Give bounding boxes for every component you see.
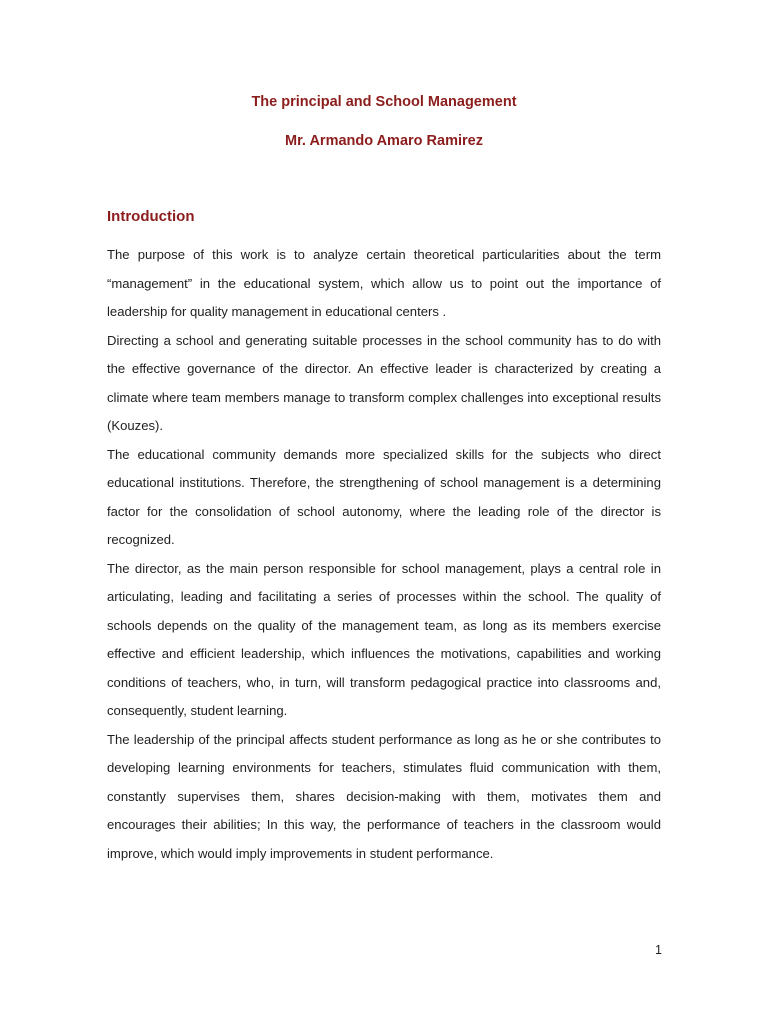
body-text [107,241,661,868]
paragraph: The leadership of the principal affects student performance as long as he or she contributes to developing learning environments for teachers, stimulates fluid communication with them, constantly supervises them, shares decision-making with them, motivates them and encourages their abilities; In this way, the performance of teachers in the classroom would improve, which would imply improvements in student performance. [107,731,661,861]
page-number: 1 [655,943,662,957]
section-heading-introduction: Introduction [107,208,195,225]
paragraph: The purpose of this work is to analyze certain theoretical particularities about the term “management” in the educational system, which allow us to point out the importance of leadership for quality management in educational centers . [107,247,661,319]
document-title: The principal and School Management [251,94,517,110]
document-author: Mr. Armando Amaro Ramirez [285,133,483,149]
paragraph: The director, as the main person responsible for school management, plays a central role in articulating, leading and facilitating a series of processes within the school. The quality of schools depends on the quality of the management team, as long as its members exercise effective and efficient leadership, which influences the motivations, capabilities and working conditions of teachers, who, in turn, will transform pedagogical practice into classrooms and, consequently, student learning. [107,560,661,718]
paragraph: The educational community demands more specialized skills for the subjects who direct educational institutions. Therefore, the strengthening of school management is a determining factor for the consolidation of school autonomy, where the leading role of the director is recognized. [107,446,661,547]
paragraph: Directing a school and generating suitable processes in the school community has to do with the effective governance of the director. An effective leader is characterized by creating a climate where team members manage to transform complex challenges into exceptional results (Kouzes). [107,332,661,433]
